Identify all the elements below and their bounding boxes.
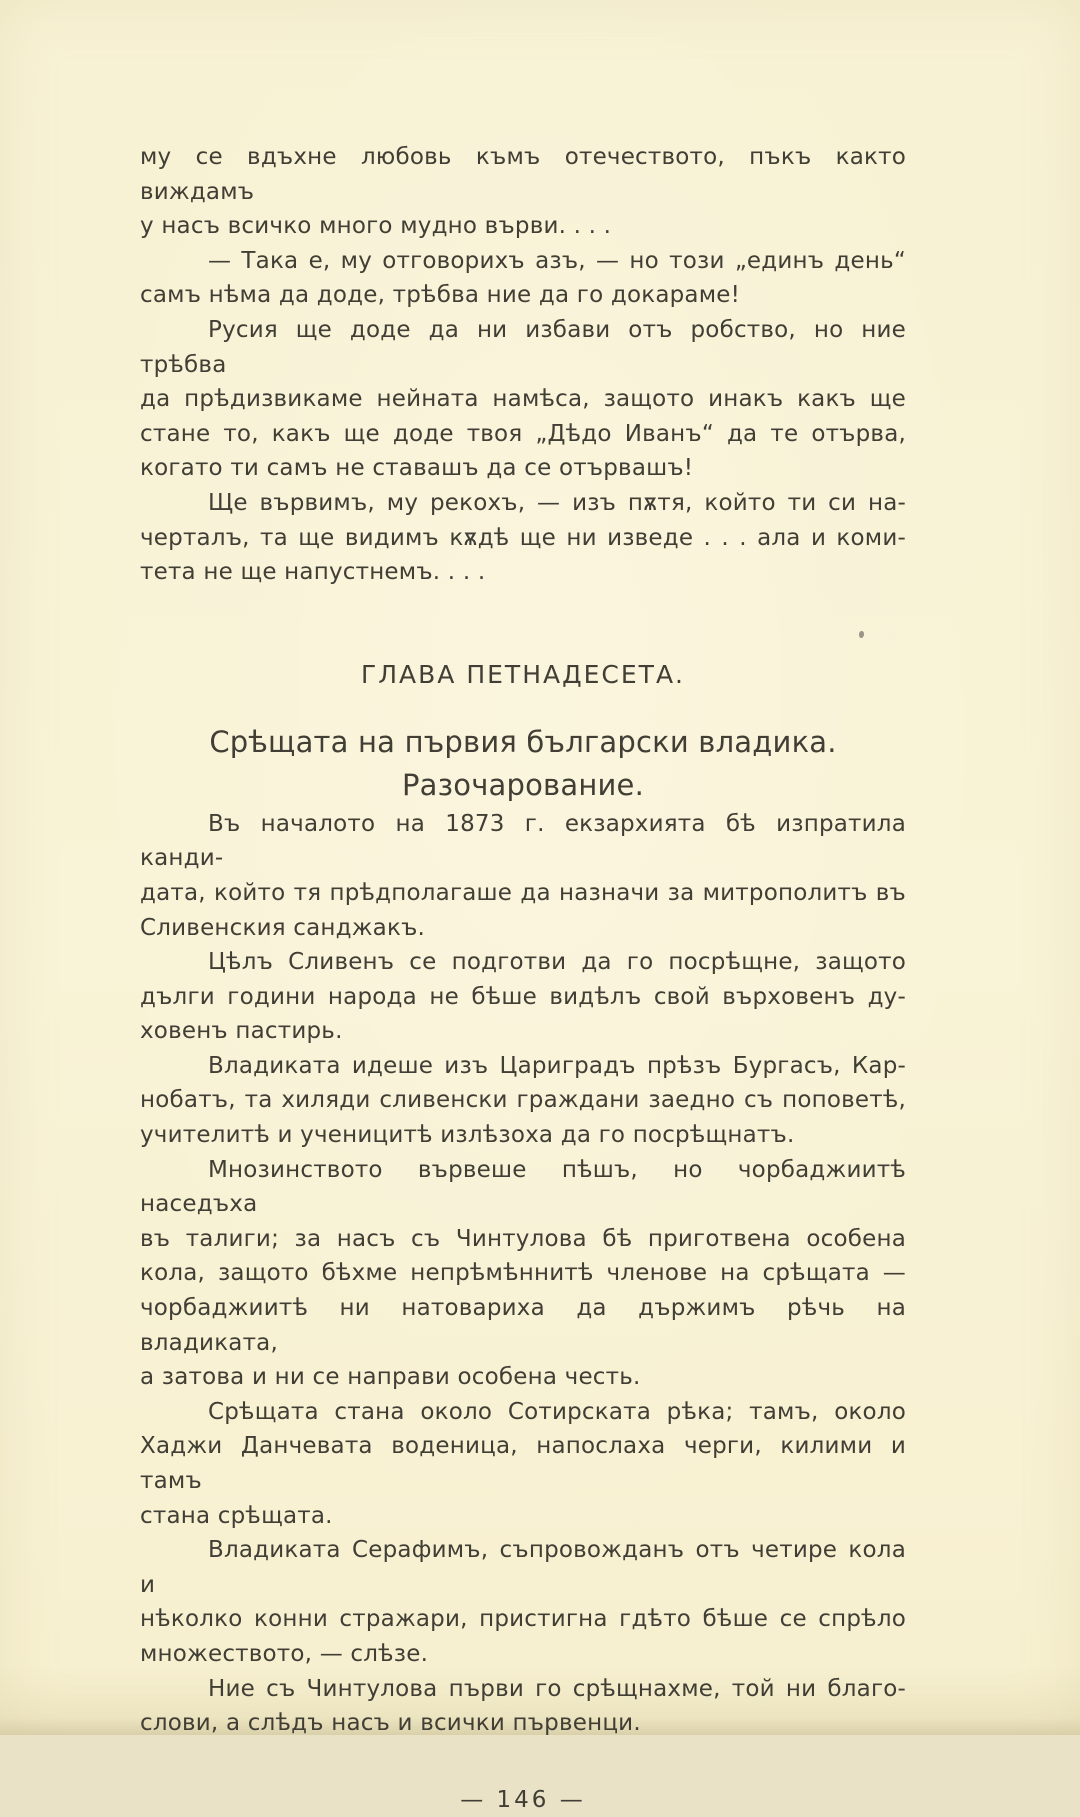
text-line: тета не ще напустнемъ. . . .	[140, 559, 486, 586]
text-line: у насъ всичко много мудно върви. . . .	[140, 213, 612, 240]
text-line: Ще вървимъ, му рекохъ, — изъ пѫтя, който ти си на-	[208, 489, 906, 516]
text-line: Сливенския санджакъ.	[140, 914, 426, 941]
paragraph	[140, 1049, 906, 1153]
text-line: му се вдъхне любовь къмъ отечеството, пъкъ както виждамъ	[140, 144, 906, 205]
text-line: дълги години народа не бѣше видѣлъ свой върховенъ ду-	[140, 983, 906, 1010]
paragraph	[140, 1153, 906, 1395]
text-line: стане то, какъ ще доде твоя „Дѣдо Иванъ“ да те отърва,	[140, 420, 906, 447]
section-title-line1: Срѣщата на първия български владика.	[209, 724, 837, 759]
text-line: дата, който тя прѣдполагаше да назначи за митрополитъ въ	[140, 879, 906, 906]
paragraph	[140, 244, 906, 313]
text-line: Мнозинството вървеше пѣшъ, но чорбаджиитѣ наседъха	[140, 1156, 906, 1218]
text-line: множеството, — слѣзе.	[140, 1640, 429, 1667]
paragraph	[140, 1533, 906, 1671]
text-line: слови, а слѣдъ насъ и всички първенци.	[140, 1710, 641, 1737]
text-line: въ талиги; за насъ съ Чинтулова бѣ приготвена особена	[140, 1225, 906, 1252]
text-line: ховенъ пастирь.	[140, 1018, 343, 1045]
text-line: Владиката идеше изъ Цариградъ прѣзъ Бургасъ, Кар-	[208, 1052, 906, 1079]
paragraph	[140, 313, 906, 486]
text-line: Ние съ Чинтулова първи го срѣщнахме, той ни благо-	[208, 1675, 906, 1702]
text-line: кола, защото бѣхме непрѣмѣннитѣ членове на срѣщата —	[140, 1260, 906, 1287]
section-title-line2: Разочарование.	[401, 767, 644, 802]
text-line: стана срѣщата.	[140, 1502, 333, 1529]
paragraph	[140, 140, 906, 244]
text-line: нобатъ, та хиляди сливенски граждани заедно съ поповетѣ,	[140, 1087, 906, 1114]
body-text-top	[140, 140, 906, 590]
paragraph	[140, 1672, 906, 1741]
text-line: самъ нѣма да доде, трѣбва ние да го докараме!	[140, 282, 741, 309]
text-line: чорбаджиитѣ ни натовариха да държимъ рѣчь на владиката,	[140, 1295, 906, 1356]
text-line: Владиката Серафимъ, съпровожданъ отъ четире кола и	[140, 1537, 906, 1598]
chapter-heading: ГЛАВА ПЕТНАДЕСЕТА.	[360, 659, 685, 689]
paragraph	[140, 807, 906, 945]
body-text-main	[140, 807, 906, 1741]
text-line: да прѣдизвикаме нейната намѣса, защото инакъ какъ ще	[140, 386, 906, 413]
text-line: Въ началото на 1873 г. екзархията бѣ изпратила канди-	[140, 810, 906, 872]
text-line: нѣколко конни стражари, пристигна гдѣто бѣше се спрѣло	[140, 1606, 906, 1633]
text-line: учителитѣ и ученицитѣ излѣзоха да го посрѣщнатъ.	[140, 1122, 795, 1149]
text-line: Хаджи Данчевата воденица, напослаха черги, килими и тамъ	[140, 1433, 906, 1494]
text-line: а затова и ни се направи особена честь.	[140, 1364, 641, 1391]
paragraph	[140, 1395, 906, 1533]
page-number: — 146 —	[460, 1786, 586, 1813]
text-line: черталъ, та ще видимъ кѫдѣ ще ни изведе . . . ала и коми-	[140, 524, 906, 551]
paragraph	[140, 486, 906, 590]
page-content	[140, 0, 906, 1817]
text-line: Цѣлъ Сливенъ се подготви да го посрѣщне, защото	[208, 949, 906, 976]
paragraph	[140, 945, 906, 1049]
section-title	[140, 721, 906, 807]
text-line: Русия ще доде да ни избави отъ робство, но ние трѣбва	[140, 316, 906, 378]
text-line: когато ти самъ не ставашъ да се отървашъ!	[140, 455, 694, 482]
text-line: Срѣщата стана около Сотирската рѣка; тамъ, около	[208, 1398, 906, 1425]
text-line: — Така е, му отговорихъ азъ, — но този „единъ день“	[208, 247, 906, 274]
